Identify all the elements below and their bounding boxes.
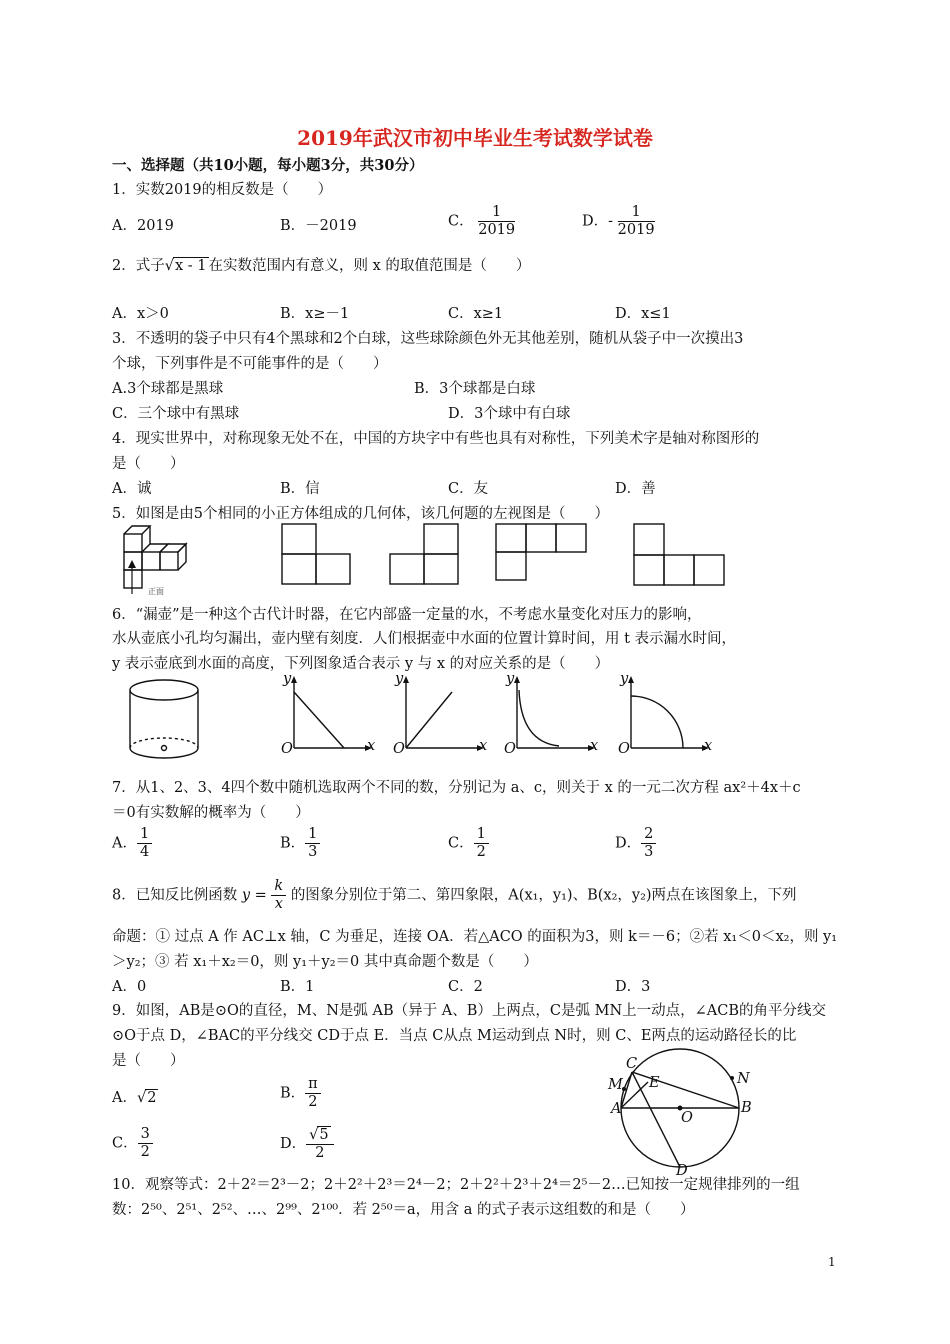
section-heading: 一、选择题（共10小题，每小题3分，共30分） xyxy=(112,157,424,174)
q8-option-c: C．2 xyxy=(448,979,483,995)
origin-label: O xyxy=(281,741,293,757)
q4-option-b: B．信 xyxy=(280,481,320,497)
q2-option-d: D．x≤1 xyxy=(615,306,671,322)
q9-option-b: B． $\frac{\pi}{2}$ xyxy=(280,1076,321,1111)
question-9-line1: 9．如图，AB是⊙O的直径，M、N是弧 AB（异于 A、B）上两点，C是弧 MN上一动点，∠ACB的角平分线交 xyxy=(112,1003,827,1019)
point-b-label: B xyxy=(741,1100,752,1116)
q7-option-c: C． $\frac{1}{2}$ xyxy=(448,826,489,861)
point-o-label: O xyxy=(681,1110,693,1126)
q3-option-c: C．三个球中有黑球 xyxy=(112,406,240,422)
axis-y-label: y xyxy=(506,671,515,687)
question-8-line2: 命题：① 过点 A 作 AC⊥x 轴，C 为垂足，连接 OA．若△ACO 的面积为3，则 k＝－6；②若 x₁＜0＜x₂，则 y₁ xyxy=(112,929,838,945)
point-c-label: C xyxy=(626,1056,638,1072)
q2-option-a: A．x＞0 xyxy=(112,306,169,322)
q3-option-d: D．3个球中有白球 xyxy=(448,406,571,422)
question-10-line2: 数：2⁵⁰、2⁵¹、2⁵²、…、2⁹⁹、2¹⁰⁰．若 2⁵⁰＝a，用含 a 的式子表示这组数的和是（ ） xyxy=(112,1202,695,1218)
question-6-line2: 水从壶底小孔均匀漏出，壶内壁有刻度．人们根据壶中水面的位置计算时间，用 t 表示漏水时间， xyxy=(112,631,737,647)
q9-option-c: C． $\frac{3}{2}$ xyxy=(112,1126,153,1161)
q8-option-d: D．3 xyxy=(615,979,651,995)
q5-option-c-view xyxy=(494,522,594,586)
axis-x-label: x xyxy=(590,738,599,754)
q8-option-b: B．1 xyxy=(280,979,315,995)
point-a-label: A xyxy=(611,1101,622,1117)
q1-option-b: B．－2019 xyxy=(280,218,357,234)
point-n-label: N xyxy=(737,1071,750,1087)
q3-option-a: A.3个球都是黑球 xyxy=(112,381,224,397)
point-d-label: D xyxy=(676,1163,688,1179)
question-10-line1: 10．观察等式：2＋2²＝2³－2；2＋2²＋2³＝2⁴－2；2＋2²＋2³＋2⁴＝2⁵－2…已知按一定规律排列的一组 xyxy=(112,1177,800,1193)
question-3-line1: 3．不透明的袋子中只有4个黑球和2个白球，这些球除颜色外无其他差别，随机从袋子中一次摸出3 xyxy=(112,331,744,347)
question-6-line1: 6．“漏壶”是一种这个古代计时器，在它内部盛一定量的水，不考虑水量变化对压力的影响， xyxy=(112,607,702,623)
q5-option-a-view xyxy=(280,522,360,586)
page-number: 1 xyxy=(828,1255,836,1269)
q3-option-b: B．3个球都是白球 xyxy=(414,381,536,397)
q4-option-a: A．诚 xyxy=(112,481,152,497)
q5-option-b-view xyxy=(388,522,468,586)
q9-option-d: D． $\frac{√5}{2}$ xyxy=(280,1126,334,1162)
question-2-stem: 2．式子√x - 1 在实数范围内有意义，则 x 的取值范围是（ ） xyxy=(112,258,531,274)
axis-x-label: x xyxy=(367,738,376,754)
question-4-line2: 是（ ） xyxy=(112,456,185,472)
axis-x-label: x xyxy=(704,738,713,754)
q8-option-a: A．0 xyxy=(112,979,147,995)
question-5-stem: 5．如图是由5个相同的小正方体组成的几何体，该几何题的左视图是（ ） xyxy=(112,506,609,522)
question-9-line2: ⊙O于点 D，∠BAC的平分线交 CD于点 E．当点 C从点 M运动到点 N时，则 C、E两点的运动路径长的比 xyxy=(112,1028,797,1044)
q7-option-a: A． $\frac{1}{4}$ xyxy=(112,826,152,861)
q4-option-d: D．善 xyxy=(615,481,656,497)
q1-option-d: D．- $\frac{1}{2019}$ xyxy=(582,204,655,238)
page-title: 2019年武汉市初中毕业生考试数学试卷 xyxy=(297,126,653,150)
q9-option-a: A．√2 xyxy=(112,1090,157,1106)
q5-option-d-view xyxy=(632,522,732,586)
front-view-label: 正面 xyxy=(148,587,164,596)
axis-y-label: y xyxy=(620,671,629,687)
q6-graph-d xyxy=(617,672,713,758)
q7-option-d: D． $\frac{2}{3}$ xyxy=(615,826,656,861)
point-e-label: E xyxy=(649,1075,660,1091)
q2-option-c: C．x≥1 xyxy=(448,306,504,322)
q7-option-b: B． $\frac{1}{3}$ xyxy=(280,826,320,861)
q6-graph-b xyxy=(392,672,488,758)
axis-x-label: x xyxy=(479,738,488,754)
origin-label: O xyxy=(618,741,630,757)
question-7-line2: ＝0有实数解的概率为（ ） xyxy=(112,805,310,821)
q6-graph-a xyxy=(280,672,376,758)
question-3-line2: 个球，下列事件是不可能事件的是（ ） xyxy=(112,356,388,372)
q6-graph-c xyxy=(503,672,599,758)
axis-y-label: y xyxy=(395,671,404,687)
q1-option-a: A．2019 xyxy=(112,218,174,234)
question-7-line1: 7．从1、2、3、4四个数中随机选取两个不同的数，分别记为 a、c，则关于 x 的一元二次方程 ax²＋4x＋c xyxy=(112,780,801,796)
axis-y-label: y xyxy=(283,671,292,687)
question-1-stem: 1．实数2019的相反数是（ ） xyxy=(112,182,333,198)
origin-label: O xyxy=(393,741,405,757)
q2-option-b: B．x≥－1 xyxy=(280,306,350,322)
origin-label: O xyxy=(504,741,516,757)
point-m-label: M xyxy=(608,1077,623,1093)
q4-option-c: C．友 xyxy=(448,481,489,497)
question-8-line1: 8．已知反比例函数 y = $\frac{k}{x}$ 的图象分别位于第二、第四象限，A(x₁，y₁)、B(x₂，y₂)两点在该图象上，下列 xyxy=(112,878,797,912)
question-4-line1: 4．现实世界中，对称现象无处不在，中国的方块字中有些也具有对称性，下列美术字是轴对称图形的 xyxy=(112,431,760,447)
question-8-line3: ＞y₂；③ 若 x₁＋x₂＝0，则 y₁＋y₂＝0 其中真命题个数是（ ） xyxy=(112,954,538,970)
question-9-line3: 是（ ） xyxy=(112,1053,185,1069)
question-6-line3: y 表示壶底到水面的高度，下列图象适合表示 y 与 x 的对应关系的是（ ） xyxy=(112,656,610,672)
water-clock-cylinder xyxy=(128,676,204,760)
q1-option-c: C． $\frac{1}{2019}$ xyxy=(448,204,516,238)
